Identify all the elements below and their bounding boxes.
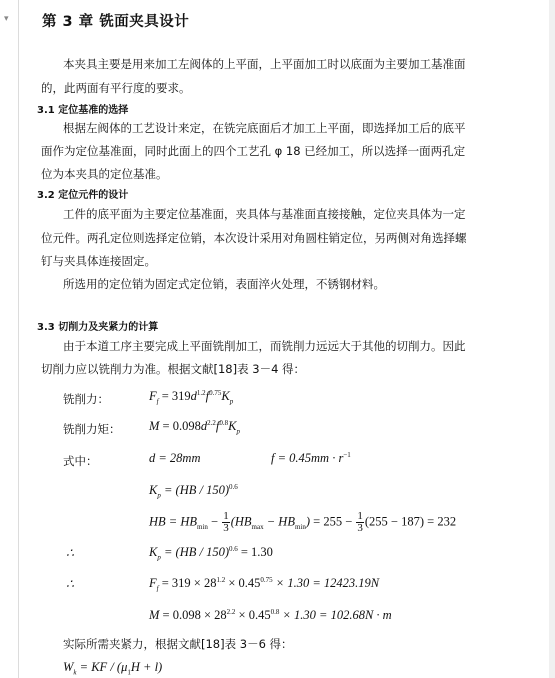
sec32-line-1: 工件的底平面为主要定位基准面，夹具体与基准面直接接触，定位夹具体为一定 xyxy=(63,207,466,221)
sec32-line-4: 所选用的定位销为固定式定位销，表面淬火处理，不锈钢材料。 xyxy=(63,277,385,291)
sec32-line-3: 钉与夹具体连接固定。 xyxy=(41,254,156,268)
section-3-2-heading: 3.2 定位元件的设计 xyxy=(37,190,129,201)
formula-hardness: HB = $HB_{min}$ − $\frac{1}{3}$ $(HB_{max} - HB_{min}) = 255$ − $\frac{1}{3}$ (255 − 187) = 232 xyxy=(149,510,457,534)
section-3-3-heading: 3.3 切削力及夹紧力的计算 xyxy=(37,322,159,333)
formula-milling-force: $F_f = 319d^{1.2}f^{0.75}K_p$ xyxy=(149,388,234,406)
sec31-line-3: 位为本夹具的定位基准。 xyxy=(41,167,168,181)
formula-clamping-force: $W_k$ = KF / $(\mu_1H + l)$ xyxy=(63,660,163,677)
section-3-1-heading: 3.1 定位基准的选择 xyxy=(37,105,129,116)
page-edge xyxy=(549,0,555,678)
intro-line-1: 本夹具主要是用来加工左阀体的上平面，上平面加工时以底面为主要加工基准面 xyxy=(63,57,466,71)
formula-kp: $K_p = (HB / 150)^{0.6}$ xyxy=(149,482,238,500)
therefore-symbol-2: ∴ xyxy=(66,577,74,591)
fraction-one-third-2: $\frac{1}{3}$ xyxy=(357,510,363,534)
formula-force-value: $F_f = 319 \times 28^{1.2} \times 0.45^{0.75} \times 1.30 = 12423.19N$ xyxy=(149,575,380,593)
therefore-symbol-1: ∴ xyxy=(66,546,74,560)
formula-milling-torque: $M = 0.098d^{2.2}f^{0.8}K_p$ xyxy=(149,418,240,436)
formula-feed: $f = 0.45mm \cdot r^{-1}$ xyxy=(271,450,351,465)
sec31-line-1: 根据左阀体的工艺设计来定，在铣完底面后才加工上平面，即选择加工后的底平 xyxy=(63,121,466,135)
fraction-one-third: $\frac{1}{3}$ xyxy=(223,510,229,534)
formula-diameter: d = 28mm xyxy=(149,451,201,465)
label-milling-force: 铣削力： xyxy=(63,392,109,406)
sec33-line-1: 由于本道工序主要完成上平面铣削加工，而铣削力远远大于其他的切削力。因此 xyxy=(63,339,466,353)
label-where: 式中： xyxy=(63,454,98,468)
sec32-line-2: 位元件。两孔定位则选择定位销，本次设计采用对角圆柱销定位，另两侧对角选择螺 xyxy=(41,231,467,245)
sec33-line-2: 切削力应以铣削力为准。根据文献[18]表 3－4 得： xyxy=(41,362,306,376)
intro-line-2: 的，此两面有平行度的要求。 xyxy=(41,81,191,95)
sec31-line-2: 面作为定位基准面，同时此面上的四个工艺孔 φ 18 已经加工，所以选择一面两孔定 xyxy=(41,144,466,158)
collapse-arrow-icon[interactable]: ▾ xyxy=(4,14,9,24)
label-milling-torque: 铣削力矩： xyxy=(63,422,121,436)
clamping-force-text: 实际所需夹紧力，根据文献[18]表 3－6 得： xyxy=(63,637,293,651)
formula-torque-value: $M = 0.098 \times 28^{2.2} \times 0.45^{0.8} \times 1.30 = 102.68N \cdot m$ xyxy=(149,607,392,622)
formula-kp-value: $K_p = (HB / 150)^{0.6} = 1.30$ xyxy=(149,544,273,562)
navigation-margin xyxy=(0,0,19,678)
chapter-title: 第 3 章 铣面夹具设计 xyxy=(42,14,190,30)
